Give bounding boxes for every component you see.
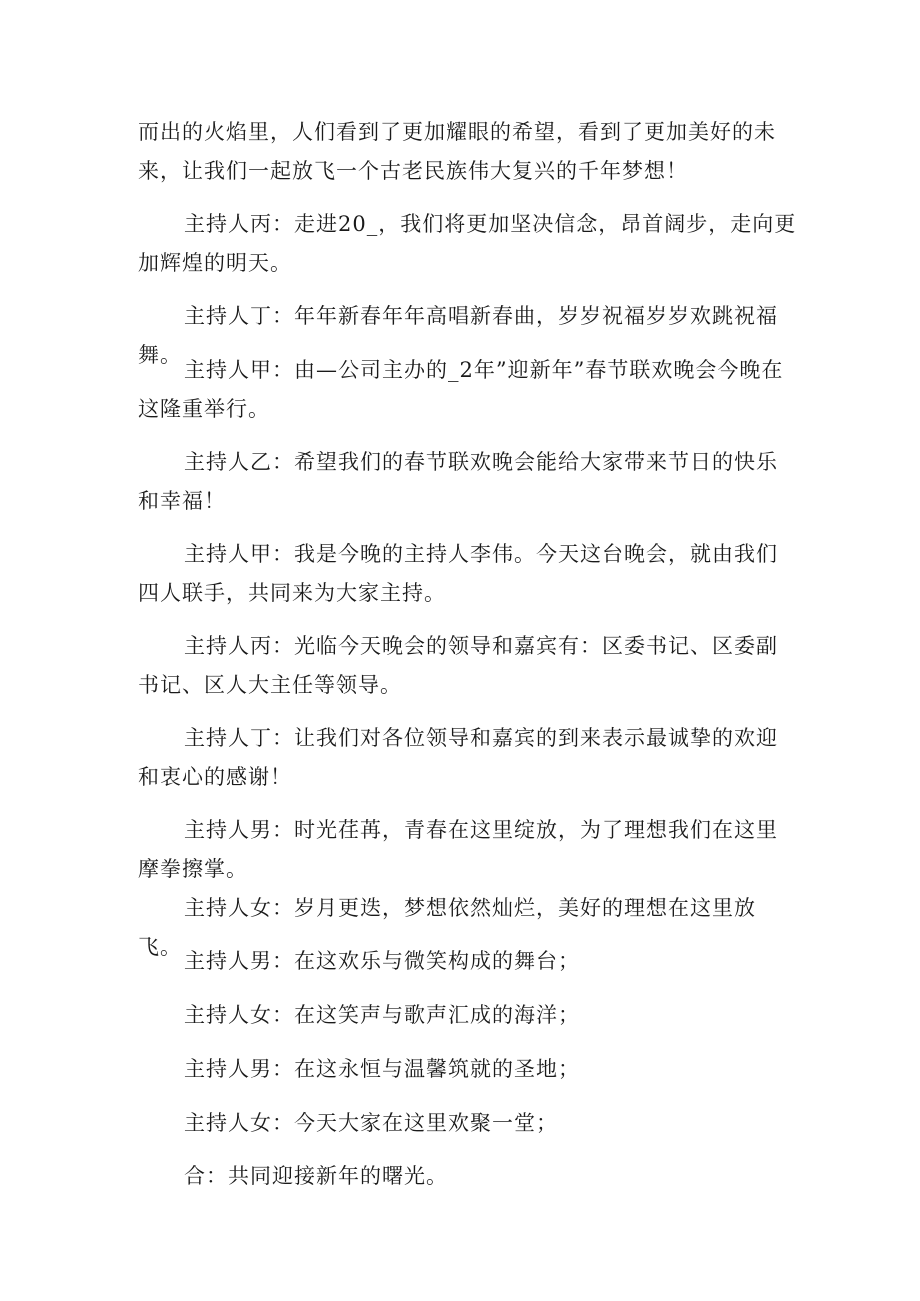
paragraph-host-yi-1: 主持人乙：希望我们的春节联欢晚会能给大家带来节日的快乐和幸福！ <box>138 450 778 513</box>
paragraph-host-bing-1: 主持人丙：走进20_，我们将更加坚决信念，昂首阔步，走向更加辉煌的明天。 <box>138 212 797 275</box>
paragraph-intro: 而出的火焰里，人们看到了更加耀眼的希望，看到了更加美好的未来，让我们一起放飞一个古老民族伟大复兴的千年梦想！ <box>138 120 776 183</box>
paragraph-host-male-2: 主持人男：在这欢乐与微笑构成的舞台； <box>184 949 580 973</box>
paragraph-host-female-1: 主持人女：岁月更迭，梦想依然灿烂，美好的理想在这里放飞。 <box>138 896 756 959</box>
paragraph-together: 合：共同迎接新年的曙光。 <box>184 1164 448 1188</box>
paragraph-host-male-1: 主持人男：时光荏苒，青春在这里绽放，为了理想我们在这里摩拳擦掌。 <box>138 818 778 881</box>
paragraph-host-ding-2: 主持人丁：让我们对各位领导和嘉宾的到来表示最诚挚的欢迎和衷心的感谢！ <box>138 726 778 789</box>
paragraph-host-male-3: 主持人男：在这永恒与温馨筑就的圣地； <box>184 1057 580 1081</box>
paragraph-host-bing-2: 主持人丙：光临今天晚会的领导和嘉宾有：区委书记、区委副书记、区人大主任等领导。 <box>138 634 778 697</box>
paragraph-host-jia-1: 主持人甲：由—公司主办的_2年”迎新年”春节联欢晚会今晚在这隆重举行。 <box>138 358 784 421</box>
paragraph-host-female-3: 主持人女：今天大家在这里欢聚一堂； <box>184 1111 558 1135</box>
paragraph-host-ding-1: 主持人丁：年年新春年年高唱新春曲，岁岁祝福岁岁欢跳祝福舞。 <box>138 304 778 367</box>
paragraph-host-jia-2: 主持人甲：我是今晚的主持人李伟。今天这台晚会，就由我们四人联手，共同来为大家主持。 <box>138 542 778 605</box>
paragraph-host-female-2: 主持人女：在这笑声与歌声汇成的海洋； <box>184 1003 580 1027</box>
